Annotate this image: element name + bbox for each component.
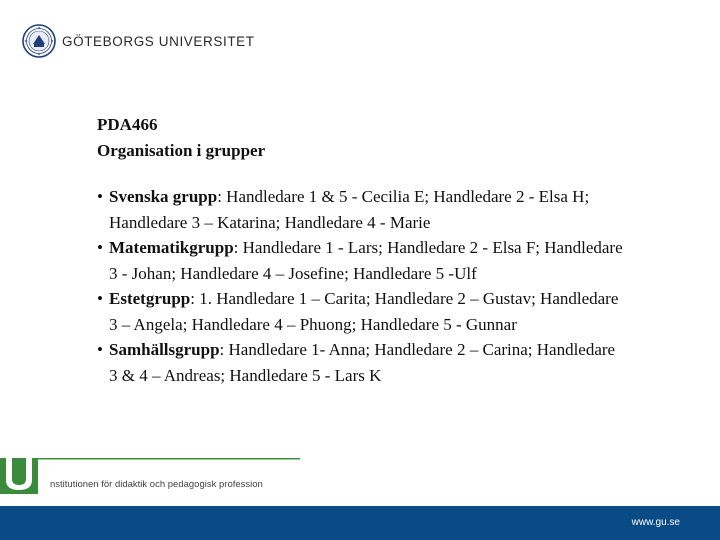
green-u-logo-icon (0, 458, 300, 498)
group-details: : 1. Handledare 1 – Carita; Handledare 2 – Gustav; Handledare 3 – Angela; Handledare 4 – Phuong; Handledare 5 - Gunnar (109, 289, 619, 334)
university-logo (22, 22, 255, 60)
slide-title-block (97, 112, 265, 164)
footer-url-link[interactable]: www.gu.se (631, 517, 680, 528)
list-item (97, 286, 627, 337)
footer-bar (0, 506, 720, 540)
list-item (97, 184, 627, 235)
group-details: : Handledare 1 - Lars; Handledare 2 - Elsa F; Handledare 3 - Johan; Handledare 4 – Josefine; Handledare 5 -Ulf (109, 238, 623, 283)
university-seal-icon (22, 24, 56, 58)
department-logo (0, 458, 300, 498)
group-name: Matematikgrupp (109, 238, 234, 257)
course-code: PDA466 (97, 115, 158, 134)
group-name: Samhällsgrupp (109, 340, 220, 359)
bullet-icon: • (97, 340, 103, 359)
university-name: GÖTEBORGS UNIVERSITET (62, 33, 255, 49)
slide-title: Organisation i grupper (97, 141, 266, 160)
list-item (97, 235, 627, 286)
group-name: Svenska grupp (109, 187, 218, 206)
group-name: Estetgrupp (109, 289, 191, 308)
bullet-icon: • (97, 238, 103, 257)
group-list (97, 184, 627, 388)
group-details: : Handledare 1- Anna; Handledare 2 – Carina; Handledare 3 & 4 – Andreas; Handledare 5 - Lars K (109, 340, 616, 385)
bullet-icon: • (97, 289, 103, 308)
list-item (97, 337, 627, 388)
group-details: : Handledare 1 & 5 - Cecilia E; Handledare 2 - Elsa H; Handledare 3 – Katarina; Handledare 4 - Marie (109, 187, 590, 232)
department-name: nstitutionen för didaktik och pedagogisk profession (50, 479, 263, 490)
bullet-icon: • (97, 187, 103, 206)
